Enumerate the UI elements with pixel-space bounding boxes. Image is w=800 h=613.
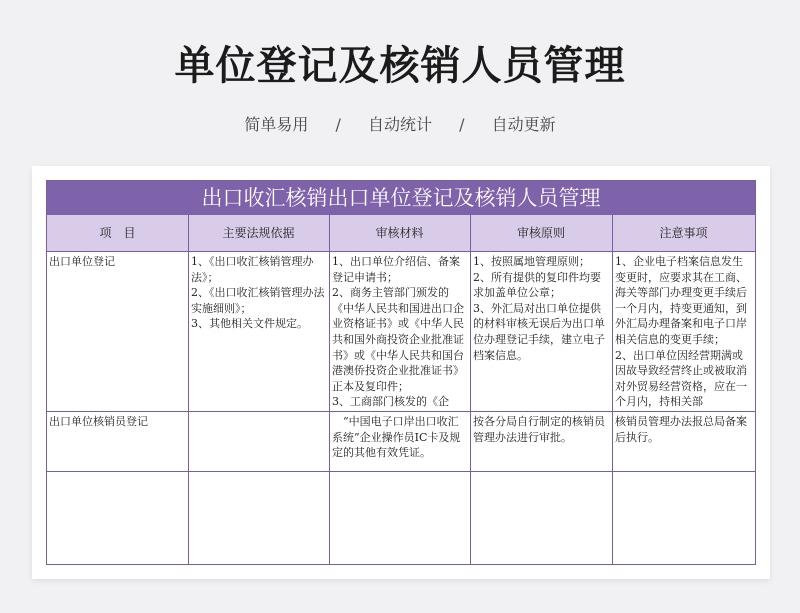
tagline-separator: / xyxy=(459,115,465,134)
header-materials: 审核材料 xyxy=(375,226,424,240)
tagline-easy: 简单易用 xyxy=(244,115,309,134)
tagline-auto-update: 自动更新 xyxy=(491,115,556,134)
tagline xyxy=(0,112,800,135)
sheet-banner: 出口收汇核销出口单位登记及核销人员管理 xyxy=(47,181,755,215)
header-law: 主要法规依据 xyxy=(222,226,295,240)
cell-notes: 1、企业电子档案信息发生变更时，应要求其在工商、海关等部门办理变更手续后一个月内，持变更通知，到外汇局办理备案和电子口岸相关信息的变更手续； 2、出口单位因经营期满或因故导致经营终止或被取消对外贸易经营资格，应在一个月内，持相关部 xyxy=(615,255,747,409)
tagline-auto-stats: 自动统计 xyxy=(367,115,432,134)
spreadsheet xyxy=(46,180,756,565)
cell-materials: “中国电子口岸出口收汇系统”企业操作员IC卡及规定的其他有效凭证。 xyxy=(332,415,461,460)
cell-law: 1、《出口收汇核销管理办法》； 2、《出口收汇核销管理办法实施细则》； 3、其他相关文件规定。 xyxy=(191,255,325,331)
preview-card xyxy=(32,166,770,579)
cell-principle: 1、按照属地管理原则； 2、所有提供的复印件均要求加盖单位公章； 3、外汇局对出口单位提供的材料审核无误后为出口单位办理登记手续，建立电子档案信息。 xyxy=(473,255,605,362)
cell-item: 出口单位核销员登记 xyxy=(49,415,148,428)
page-title: 单位登记及核销人员管理 xyxy=(174,43,626,89)
grid-line xyxy=(47,471,755,472)
table-header-row xyxy=(47,215,755,251)
cell-law xyxy=(189,412,329,471)
cell-item: 出口单位登记 xyxy=(49,255,115,268)
header-principle: 审核原则 xyxy=(516,226,565,240)
cell-principle: 按各分局自行制定的核销员管理办法进行审批。 xyxy=(473,415,605,444)
header-notes: 注意事项 xyxy=(659,226,708,240)
cell-notes: 核销员管理办法报总局备案后执行。 xyxy=(615,415,747,444)
header-item: 项 目 xyxy=(99,226,136,240)
tagline-separator: / xyxy=(335,115,341,134)
cell-materials: 1、出口单位介绍信、备案登记申请书； 2、商务主管部门颁发的《中华人民共和国进出口企业资格证书》或《中华人民共和国外商投资企业批准证书》或《中华人民共和国台港澳侨投资企业批准证书》正本及复印件； 3、工商部门核发的《企 xyxy=(332,255,464,409)
